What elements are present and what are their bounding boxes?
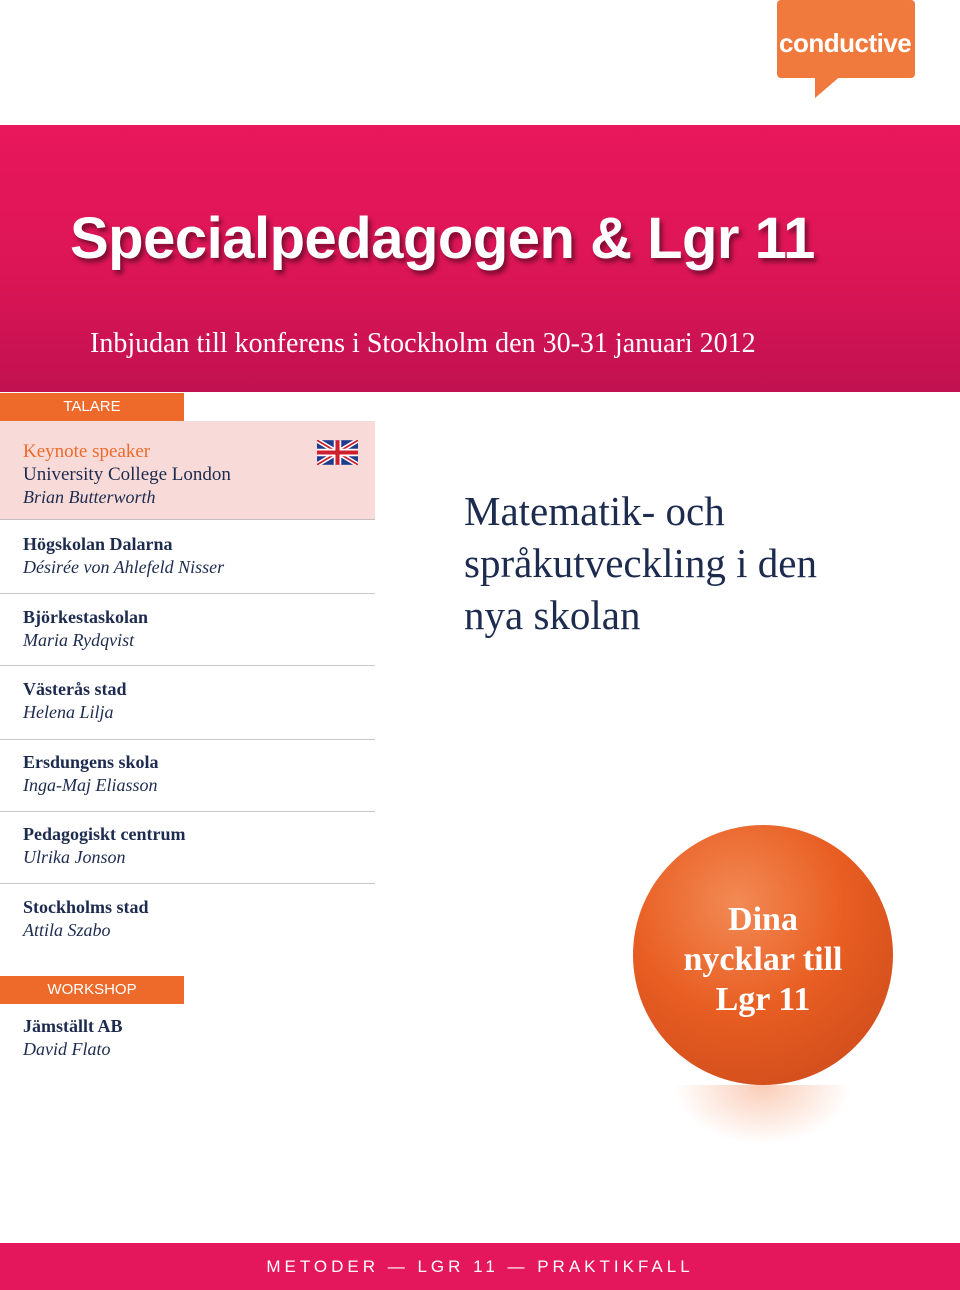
footer-text: METODER — LGR 11 — PRAKTIKFALL	[266, 1257, 694, 1276]
speaker-org: Västerås stad	[23, 679, 127, 699]
speaker-person: Maria Rydqvist	[23, 630, 135, 650]
tagline-line: Matematik- och	[464, 488, 725, 534]
workshop-section-label: WORKSHOP	[0, 976, 184, 1004]
speaker-person: Désirée von Ahlefeld Nisser	[23, 557, 225, 577]
speaker-person: Inga-Maj Eliasson	[23, 775, 158, 795]
speaker-person: Helena Lilja	[23, 702, 114, 722]
ball-text-line: Dina	[728, 901, 798, 938]
divider	[0, 739, 375, 740]
speaker-entry	[23, 823, 375, 869]
speaker-org: Stockholms stad	[23, 897, 149, 917]
speaker-entry	[23, 751, 375, 797]
keynote-person: Brian Butterworth	[23, 487, 156, 507]
divider	[0, 665, 375, 666]
speaker-person: Attila Szabo	[23, 920, 111, 940]
keynote-org: University College London	[23, 464, 231, 485]
logo-speech-tail	[815, 74, 843, 98]
divider	[0, 883, 375, 884]
speaker-entry	[23, 678, 375, 724]
tagline-line: nya skolan	[464, 592, 641, 638]
orange-ball-badge	[633, 825, 893, 1145]
conductive-logo	[777, 0, 915, 100]
page-title: Specialpedagogen & Lgr 11	[70, 206, 815, 271]
speaker-entry	[23, 606, 375, 652]
ball-reflection	[673, 1085, 853, 1145]
tagline-line: språkutveckling i den	[464, 540, 817, 586]
ball-text	[633, 900, 893, 1020]
workshop-person: David Flato	[23, 1039, 111, 1059]
keynote-label: Keynote speaker	[23, 441, 151, 462]
uk-flag-icon	[317, 440, 358, 465]
divider	[0, 593, 375, 594]
speaker-org: Björkestaskolan	[23, 607, 149, 627]
divider	[0, 811, 375, 812]
speaker-org: Pedagogiskt centrum	[23, 824, 186, 844]
page-subtitle: Inbjudan till konferens i Stockholm den 30-31 januari 2012	[90, 328, 756, 359]
speaker-entry	[23, 896, 375, 942]
ball-text-line: Lgr 11	[715, 981, 811, 1018]
workshop-org: Jämställt AB	[23, 1016, 123, 1036]
logo-text: conductive	[779, 28, 912, 58]
speaker-person: Ulrika Jonson	[23, 847, 126, 867]
talare-section-label: TALARE	[0, 393, 184, 421]
workshop-entry	[23, 1015, 375, 1061]
speaker-entry	[23, 533, 375, 579]
conference-tagline	[464, 485, 924, 641]
speaker-org: Ersdungens skola	[23, 752, 159, 772]
speaker-org: Högskolan Dalarna	[23, 534, 173, 554]
ball-text-line: nycklar till	[683, 941, 843, 978]
